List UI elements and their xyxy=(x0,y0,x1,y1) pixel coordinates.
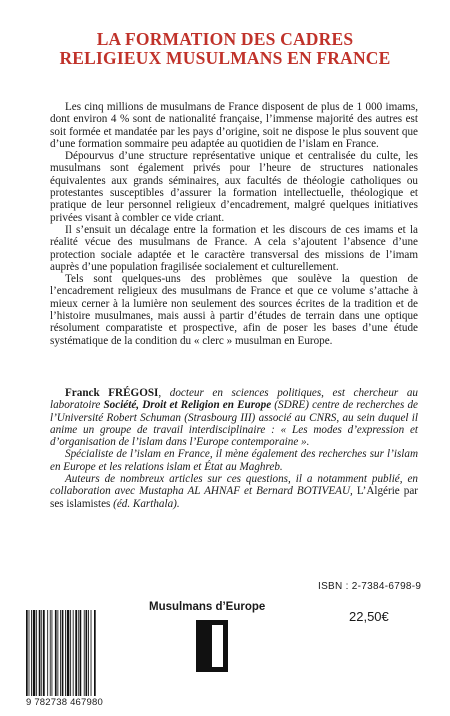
author-bio xyxy=(50,387,418,510)
price: 22,50€ xyxy=(349,609,389,624)
barcode-bar xyxy=(52,610,53,696)
barcode-bar xyxy=(50,610,51,696)
barcode-bar xyxy=(88,610,89,696)
barcode-bar xyxy=(33,610,36,696)
author-text: Auteurs de nombreux articles sur ces questions, il a notamment publié, en collaboration avec Mustapha AL AHNAF et Bernard BOTIVEAU, xyxy=(50,473,418,498)
book-title xyxy=(0,30,450,68)
barcode-bar xyxy=(31,610,32,696)
barcode-bar xyxy=(39,610,41,696)
barcode-bar xyxy=(57,610,58,696)
barcode-bar xyxy=(73,610,74,696)
author-paragraph xyxy=(50,387,418,448)
isbn: ISBN : 2-7384-6798-9 xyxy=(318,581,422,592)
publisher-logo-icon xyxy=(196,620,228,672)
barcode-bar xyxy=(55,610,57,696)
barcode-bar xyxy=(62,610,64,696)
barcode-bar xyxy=(78,610,79,696)
blurb-paragraph: Dépourvus d’une structure représentative unique et centralisée du culte, les musulmans sont également privés pour l’heure de structures nationales équivalentes aux grands séminaires, aux facultés de théologie catholiques ou protestantes susceptibles d’assurer la formation intellectuelle, théologique et pratique de leur personnel religieux d’encadrement, malgré quelques initiatives privées visant à combler ce vide criant. xyxy=(50,150,418,224)
barcode-bar xyxy=(60,610,61,696)
author-text: (SDRE) centre de recherches de l’Université Robert Schuman (Strasbourg III) associé au CNRS, au sein duquel il anime un groupe de travail interdisciplinaire : « Les modes d’expression et d’organisation de l’islam dans l’Europe contemporaine ». xyxy=(50,399,418,449)
barcode-bar xyxy=(67,610,70,696)
title-line-2: RELIGIEUX MUSULMANS EN FRANCE xyxy=(59,48,391,68)
barcode-bar xyxy=(41,610,42,696)
author-name: Franck FRÉGOSI xyxy=(65,387,159,399)
barcode-bar xyxy=(94,610,96,696)
barcode-bar xyxy=(70,610,71,696)
blurb-paragraph: Les cinq millions de musulmans de France disposent de plus de 1 000 imams, dont environ 4 % sont de nationalité française, l’immense majorité des autres est soit formée et mandatée par les pays d’origine, soit ne dispose le plus souvent que d’une formation sommaire peu adaptée au quotidien de l’islam en France. xyxy=(50,101,418,150)
barcode-bar xyxy=(86,610,88,696)
barcode-number: 9 782738 467980 xyxy=(26,697,103,708)
blurb-paragraph: Il s’ensuit un décalage entre la formation et les discours de ces imams et la réalité vécue des musulmans de France. A cela s’ajoutent l’absence d’une protection sociale adaptée et le caractère transversal des missions de l’imam auprès d’une population fragilisée socialement et culturellement. xyxy=(50,223,418,273)
author-text: (éd. Karthala). xyxy=(110,497,180,510)
author-paragraph xyxy=(50,473,418,510)
barcode-bar xyxy=(29,610,30,696)
barcode-bar xyxy=(26,610,28,696)
barcode-bar xyxy=(84,610,85,696)
barcode-bar xyxy=(65,610,66,696)
barcode-bar xyxy=(47,610,48,696)
book-reference: L’Algérie par ses islamistes xyxy=(50,485,418,510)
barcode-icon xyxy=(24,610,119,696)
lab-name: Société, Droit et Religion en Europe xyxy=(103,399,272,412)
barcode-bar xyxy=(91,610,92,696)
author-text: , docteur en sciences politiques, est chercheur au laboratoire xyxy=(50,387,419,412)
barcode-bar xyxy=(75,610,77,696)
blurb-paragraph: Tels sont quelques-uns des problèmes que soulève la question de l’encadrement religieux des musulmans de France et que ce volume s’attache à mieux cerner à la lumière non seulement des sources écrites de la tradition et de l’histoire musulmanes, mais aussi à partir d’études de terrain dans une optique résolument comparatiste et prospective, afin de poser les bases d’une étude systématique de la condition du « clerc » musulman en Europe. xyxy=(50,273,418,347)
barcode-bar xyxy=(43,610,45,696)
barcode-bar xyxy=(36,610,37,696)
barcode-bar xyxy=(80,610,82,696)
author-paragraph: Spécialiste de l’islam en France, il mène également des recherches sur l’islam en Europe et les relations islam et État au Maghreb. xyxy=(50,448,418,473)
blurb xyxy=(50,101,418,347)
title-line-1: LA FORMATION DES CADRES xyxy=(96,29,354,49)
series-name: Musulmans d’Europe xyxy=(149,601,266,613)
